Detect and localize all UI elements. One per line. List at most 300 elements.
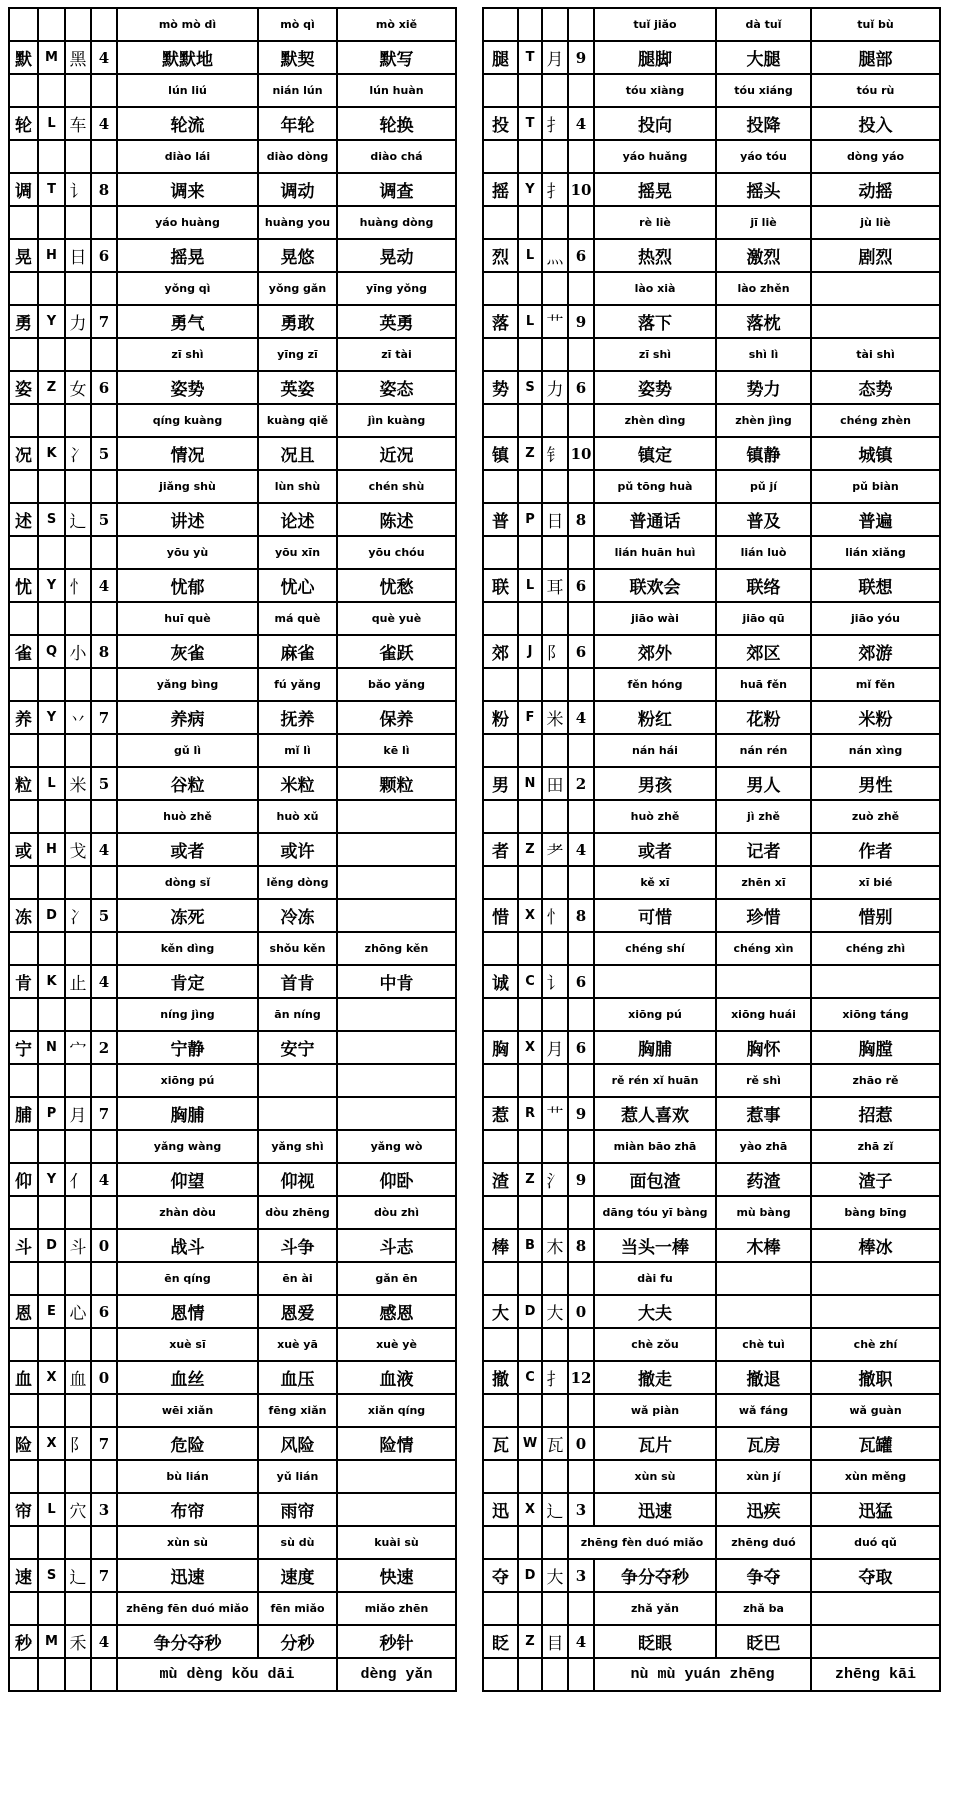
stroke-count-cell: 9: [568, 41, 594, 74]
pinyin-row: [9, 1196, 456, 1229]
empty-cell: [568, 272, 594, 305]
character-cell: 险: [9, 1427, 38, 1460]
pinyin-cell: xùn jí: [716, 1460, 811, 1493]
pinyin-row: [9, 470, 456, 503]
empty-cell: [483, 206, 518, 239]
pinyin-row: [9, 1064, 456, 1097]
word-cell: 大夫: [594, 1295, 716, 1328]
character-row: [9, 833, 456, 866]
word-cell: 讲述: [117, 503, 258, 536]
character-row: [483, 1163, 940, 1196]
empty-cell: [38, 800, 65, 833]
pinyin-cell: nán xìng: [811, 734, 940, 767]
pinyin-cell: tuǐ jiǎo: [594, 8, 716, 41]
word-cell: 速度: [258, 1559, 337, 1592]
pinyin-cell: bàng bīng: [811, 1196, 940, 1229]
stroke-count-cell: 10: [568, 437, 594, 470]
radical-cell: 辶: [65, 1559, 91, 1592]
empty-cell: [9, 1658, 38, 1691]
word-cell: 联欢会: [594, 569, 716, 602]
pinyin-cell: dài fu: [594, 1262, 716, 1295]
word-cell: 冷冻: [258, 899, 337, 932]
pinyin-cell: zī shì: [117, 338, 258, 371]
character-cell: 联: [483, 569, 518, 602]
pinyin-cell: kuài sù: [337, 1526, 456, 1559]
pinyin-row: [483, 536, 940, 569]
word-cell: 雀跃: [337, 635, 456, 668]
word-cell: 秒针: [337, 1625, 456, 1658]
pinyin-cell: zhēng kāi: [811, 1658, 940, 1691]
stroke-count-cell: 4: [91, 569, 117, 602]
empty-cell: [65, 1196, 91, 1229]
word-cell: 腿脚: [594, 41, 716, 74]
pinyin-cell: kē lì: [337, 734, 456, 767]
stroke-count-cell: 7: [91, 1559, 117, 1592]
word-cell: 胸膛: [811, 1031, 940, 1064]
stroke-count-cell: 6: [568, 569, 594, 602]
pinyin-row: [483, 206, 940, 239]
empty-cell: [542, 140, 568, 173]
word-cell: 颗粒: [337, 767, 456, 800]
character-row: [9, 1295, 456, 1328]
empty-cell: [483, 536, 518, 569]
pinyin-cell: ān níng: [258, 998, 337, 1031]
pinyin-cell: fú yǎng: [258, 668, 337, 701]
word-cell: 论述: [258, 503, 337, 536]
stroke-count-cell: 6: [568, 239, 594, 272]
word-cell: 仰望: [117, 1163, 258, 1196]
word-cell: 势力: [716, 371, 811, 404]
word-cell: 谷粒: [117, 767, 258, 800]
empty-cell: [568, 932, 594, 965]
empty-cell: [568, 470, 594, 503]
stroke-count-cell: 4: [568, 701, 594, 734]
empty-cell: [568, 1064, 594, 1097]
pinyin-cell: pǔ jí: [716, 470, 811, 503]
empty-cell: [483, 470, 518, 503]
character-cell: 势: [483, 371, 518, 404]
word-cell: 恩情: [117, 1295, 258, 1328]
empty-cell: [65, 668, 91, 701]
empty-cell: [483, 404, 518, 437]
radical-cell: 大: [542, 1295, 568, 1328]
pinyin-cell: lián luò: [716, 536, 811, 569]
stroke-count-cell: 8: [91, 635, 117, 668]
pinyin-cell: huā fěn: [716, 668, 811, 701]
character-row: [483, 569, 940, 602]
pinyin-row: [9, 74, 456, 107]
character-row: [483, 173, 940, 206]
pinyin-cell: dòng yáo: [811, 140, 940, 173]
pinyin-cell: xī bié: [811, 866, 940, 899]
initial-letter-cell: Z: [38, 371, 65, 404]
empty-cell: [91, 404, 117, 437]
word-cell: 麻雀: [258, 635, 337, 668]
empty-cell: [483, 668, 518, 701]
character-row: [483, 371, 940, 404]
stroke-count-cell: 5: [91, 767, 117, 800]
character-row: [483, 1097, 940, 1130]
character-cell: 斗: [9, 1229, 38, 1262]
empty-cell: [518, 470, 542, 503]
stroke-count-cell: 3: [91, 1493, 117, 1526]
empty-cell: [518, 1064, 542, 1097]
empty-cell: [483, 1262, 518, 1295]
pinyin-cell: chéng shí: [594, 932, 716, 965]
character-row: [9, 569, 456, 602]
word-cell: 忧愁: [337, 569, 456, 602]
pinyin-cell: [811, 1592, 940, 1625]
pinyin-cell: dòu zhì: [337, 1196, 456, 1229]
pinyin-cell: lún liú: [117, 74, 258, 107]
pinyin-cell: tài shì: [811, 338, 940, 371]
initial-letter-cell: D: [38, 1229, 65, 1262]
empty-cell: [568, 1658, 594, 1691]
word-cell: 态势: [811, 371, 940, 404]
character-row: [9, 965, 456, 998]
character-row: [483, 41, 940, 74]
character-cell: 胸: [483, 1031, 518, 1064]
initial-letter-cell: Y: [38, 305, 65, 338]
word-cell: 摇晃: [594, 173, 716, 206]
initial-letter-cell: X: [518, 899, 542, 932]
radical-cell: 月: [65, 1097, 91, 1130]
character-row: [483, 239, 940, 272]
empty-cell: [38, 668, 65, 701]
empty-cell: [91, 932, 117, 965]
initial-letter-cell: K: [38, 965, 65, 998]
pinyin-row: [9, 734, 456, 767]
character-cell: 轮: [9, 107, 38, 140]
empty-cell: [9, 470, 38, 503]
character-cell: 渣: [483, 1163, 518, 1196]
character-row: [483, 503, 940, 536]
stroke-count-cell: 4: [91, 1163, 117, 1196]
word-cell: 普及: [716, 503, 811, 536]
empty-cell: [65, 1328, 91, 1361]
pinyin-cell: chè zhí: [811, 1328, 940, 1361]
empty-cell: [9, 1328, 38, 1361]
pinyin-row: [9, 1328, 456, 1361]
radical-cell: 木: [542, 1229, 568, 1262]
radical-cell: 黑: [65, 41, 91, 74]
word-cell: 木棒: [716, 1229, 811, 1262]
pinyin-cell: mò xiě: [337, 8, 456, 41]
empty-cell: [542, 470, 568, 503]
pinyin-row: [9, 8, 456, 41]
empty-cell: [38, 1526, 65, 1559]
radical-cell: 月: [542, 41, 568, 74]
empty-cell: [9, 206, 38, 239]
character-cell: 雀: [9, 635, 38, 668]
empty-cell: [518, 1130, 542, 1163]
pinyin-row: [483, 1064, 940, 1097]
empty-cell: [483, 74, 518, 107]
word-cell: 郊区: [716, 635, 811, 668]
stroke-count-cell: 8: [568, 899, 594, 932]
word-cell: 瓦片: [594, 1427, 716, 1460]
pinyin-cell: sù dù: [258, 1526, 337, 1559]
empty-cell: [9, 1592, 38, 1625]
empty-cell: [91, 1394, 117, 1427]
initial-letter-cell: Z: [518, 1163, 542, 1196]
character-cell: 普: [483, 503, 518, 536]
pinyin-cell: yǎng bìng: [117, 668, 258, 701]
initial-letter-cell: T: [38, 173, 65, 206]
empty-cell: [38, 1460, 65, 1493]
empty-cell: [518, 8, 542, 41]
radical-cell: 扌: [542, 173, 568, 206]
empty-cell: [483, 1460, 518, 1493]
empty-cell: [542, 536, 568, 569]
stroke-count-cell: 6: [91, 1295, 117, 1328]
pinyin-row: [9, 1394, 456, 1427]
pinyin-cell: xiōng táng: [811, 998, 940, 1031]
pinyin-cell: qíng kuàng: [117, 404, 258, 437]
pinyin-cell: chè zǒu: [594, 1328, 716, 1361]
character-cell: 郊: [483, 635, 518, 668]
footer-pinyin-row: [483, 1658, 940, 1691]
character-row: [9, 503, 456, 536]
empty-cell: [38, 998, 65, 1031]
pinyin-cell: diào chá: [337, 140, 456, 173]
empty-cell: [518, 1460, 542, 1493]
character-row: [9, 239, 456, 272]
empty-cell: [9, 602, 38, 635]
character-cell: 忧: [9, 569, 38, 602]
empty-cell: [65, 866, 91, 899]
empty-cell: [568, 1394, 594, 1427]
pinyin-cell: lào xià: [594, 272, 716, 305]
stroke-count-cell: 7: [91, 1097, 117, 1130]
empty-cell: [38, 1262, 65, 1295]
radical-cell: 日: [542, 503, 568, 536]
empty-cell: [518, 1262, 542, 1295]
empty-cell: [65, 272, 91, 305]
pinyin-row: [9, 1262, 456, 1295]
empty-cell: [9, 8, 38, 41]
word-cell: 保养: [337, 701, 456, 734]
radical-cell: 米: [65, 767, 91, 800]
word-cell: 默默地: [117, 41, 258, 74]
word-cell: 粉红: [594, 701, 716, 734]
character-cell: 烈: [483, 239, 518, 272]
stroke-count-cell: 5: [91, 503, 117, 536]
empty-cell: [38, 734, 65, 767]
word-cell: 仰卧: [337, 1163, 456, 1196]
empty-cell: [91, 536, 117, 569]
initial-letter-cell: X: [518, 1493, 542, 1526]
initial-letter-cell: C: [518, 965, 542, 998]
character-cell: 肯: [9, 965, 38, 998]
character-row: [483, 1361, 940, 1394]
radical-cell: 心: [65, 1295, 91, 1328]
word-cell: 战斗: [117, 1229, 258, 1262]
word-cell: 落下: [594, 305, 716, 338]
empty-cell: [483, 1196, 518, 1229]
word-cell: 惜别: [811, 899, 940, 932]
word-cell: 药渣: [716, 1163, 811, 1196]
empty-cell: [65, 74, 91, 107]
empty-cell: [483, 338, 518, 371]
initial-letter-cell: F: [518, 701, 542, 734]
empty-cell: [542, 1064, 568, 1097]
word-cell: 英姿: [258, 371, 337, 404]
pinyin-row: [9, 668, 456, 701]
empty-cell: [9, 998, 38, 1031]
empty-cell: [91, 1592, 117, 1625]
pinyin-cell: rě rén xǐ huān: [594, 1064, 716, 1097]
word-cell: 轮换: [337, 107, 456, 140]
pinyin-cell: xiǎn qíng: [337, 1394, 456, 1427]
empty-cell: [38, 1328, 65, 1361]
word-cell: 夺取: [811, 1559, 940, 1592]
initial-letter-cell: S: [38, 503, 65, 536]
pinyin-row: [9, 1592, 456, 1625]
word-cell: 可惜: [594, 899, 716, 932]
character-cell: 姿: [9, 371, 38, 404]
initial-letter-cell: L: [518, 239, 542, 272]
empty-cell: [542, 998, 568, 1031]
pinyin-cell: nán hái: [594, 734, 716, 767]
radical-cell: 扌: [542, 1361, 568, 1394]
empty-cell: [542, 668, 568, 701]
empty-cell: [91, 800, 117, 833]
pinyin-cell: [337, 998, 456, 1031]
word-cell: 姿势: [594, 371, 716, 404]
pinyin-cell: miǎo zhēn: [337, 1592, 456, 1625]
pinyin-cell: zhēng duó: [716, 1526, 811, 1559]
initial-letter-cell: X: [38, 1427, 65, 1460]
pinyin-row: [483, 734, 940, 767]
stroke-count-cell: 7: [91, 1427, 117, 1460]
pinyin-cell: tuǐ bù: [811, 8, 940, 41]
word-cell: 撤职: [811, 1361, 940, 1394]
stroke-count-cell: 9: [568, 1097, 594, 1130]
pinyin-row: [483, 866, 940, 899]
pinyin-cell: zhēn xī: [716, 866, 811, 899]
radical-cell: 氵: [542, 1163, 568, 1196]
word-cell: 快速: [337, 1559, 456, 1592]
word-cell: 镇定: [594, 437, 716, 470]
word-cell: 勇气: [117, 305, 258, 338]
character-cell: 宁: [9, 1031, 38, 1064]
empty-cell: [65, 1394, 91, 1427]
word-cell: 联想: [811, 569, 940, 602]
pinyin-row: [483, 272, 940, 305]
pinyin-cell: shì lì: [716, 338, 811, 371]
word-cell: 况且: [258, 437, 337, 470]
empty-cell: [568, 998, 594, 1031]
empty-cell: [483, 602, 518, 635]
radical-cell: 戈: [65, 833, 91, 866]
word-cell: 联络: [716, 569, 811, 602]
empty-cell: [542, 404, 568, 437]
pinyin-cell: chè tuì: [716, 1328, 811, 1361]
pinyin-cell: xiōng pú: [117, 1064, 258, 1097]
character-row: [483, 1493, 940, 1526]
stroke-count-cell: 4: [91, 1625, 117, 1658]
pinyin-cell: zī tài: [337, 338, 456, 371]
empty-cell: [65, 8, 91, 41]
pinyin-row: [483, 338, 940, 371]
pinyin-cell: yōu xīn: [258, 536, 337, 569]
word-cell: 布帘: [117, 1493, 258, 1526]
empty-cell: [65, 734, 91, 767]
word-cell: 冻死: [117, 899, 258, 932]
word-cell: 恩爱: [258, 1295, 337, 1328]
pinyin-cell: ēn qíng: [117, 1262, 258, 1295]
empty-cell: [9, 866, 38, 899]
character-row: [483, 1229, 940, 1262]
initial-letter-cell: P: [38, 1097, 65, 1130]
radical-cell: 瓦: [542, 1427, 568, 1460]
pinyin-cell: zhōng kěn: [337, 932, 456, 965]
empty-cell: [38, 404, 65, 437]
initial-letter-cell: M: [38, 41, 65, 74]
empty-cell: [9, 734, 38, 767]
empty-cell: [483, 1328, 518, 1361]
empty-cell: [568, 536, 594, 569]
empty-cell: [542, 1328, 568, 1361]
pinyin-row: [9, 1130, 456, 1163]
pinyin-cell: wēi xiǎn: [117, 1394, 258, 1427]
empty-cell: [483, 1064, 518, 1097]
word-cell: 作者: [811, 833, 940, 866]
empty-cell: [38, 1592, 65, 1625]
initial-letter-cell: K: [38, 437, 65, 470]
radical-cell: 耂: [542, 833, 568, 866]
initial-letter-cell: T: [518, 107, 542, 140]
empty-cell: [65, 998, 91, 1031]
character-row: [9, 173, 456, 206]
pinyin-cell: pǔ tōng huà: [594, 470, 716, 503]
initial-letter-cell: X: [518, 1031, 542, 1064]
word-cell: 瓦罐: [811, 1427, 940, 1460]
word-cell: 投向: [594, 107, 716, 140]
word-cell: 轮流: [117, 107, 258, 140]
empty-cell: [9, 800, 38, 833]
character-cell: 粉: [483, 701, 518, 734]
word-cell: 迅猛: [811, 1493, 940, 1526]
empty-cell: [518, 1592, 542, 1625]
pinyin-cell: xiōng pú: [594, 998, 716, 1031]
word-cell: 默写: [337, 41, 456, 74]
radical-cell: 日: [65, 239, 91, 272]
word-cell: 姿势: [117, 371, 258, 404]
empty-cell: [38, 536, 65, 569]
pinyin-cell: huò xǔ: [258, 800, 337, 833]
radical-cell: 亻: [65, 1163, 91, 1196]
character-row: [9, 371, 456, 404]
empty-cell: [65, 206, 91, 239]
character-cell: 血: [9, 1361, 38, 1394]
initial-letter-cell: J: [518, 635, 542, 668]
stroke-count-cell: 4: [568, 1625, 594, 1658]
stroke-count-cell: 6: [568, 371, 594, 404]
word-cell: 争夺: [716, 1559, 811, 1592]
pinyin-cell: lún huàn: [337, 74, 456, 107]
character-row: [9, 1163, 456, 1196]
word-cell: 摇晃: [117, 239, 258, 272]
word-cell: 米粒: [258, 767, 337, 800]
pinyin-cell: yáo huàng: [117, 206, 258, 239]
empty-cell: [518, 668, 542, 701]
empty-cell: [38, 866, 65, 899]
empty-cell: [9, 536, 38, 569]
word-cell: 调来: [117, 173, 258, 206]
character-row: [9, 767, 456, 800]
